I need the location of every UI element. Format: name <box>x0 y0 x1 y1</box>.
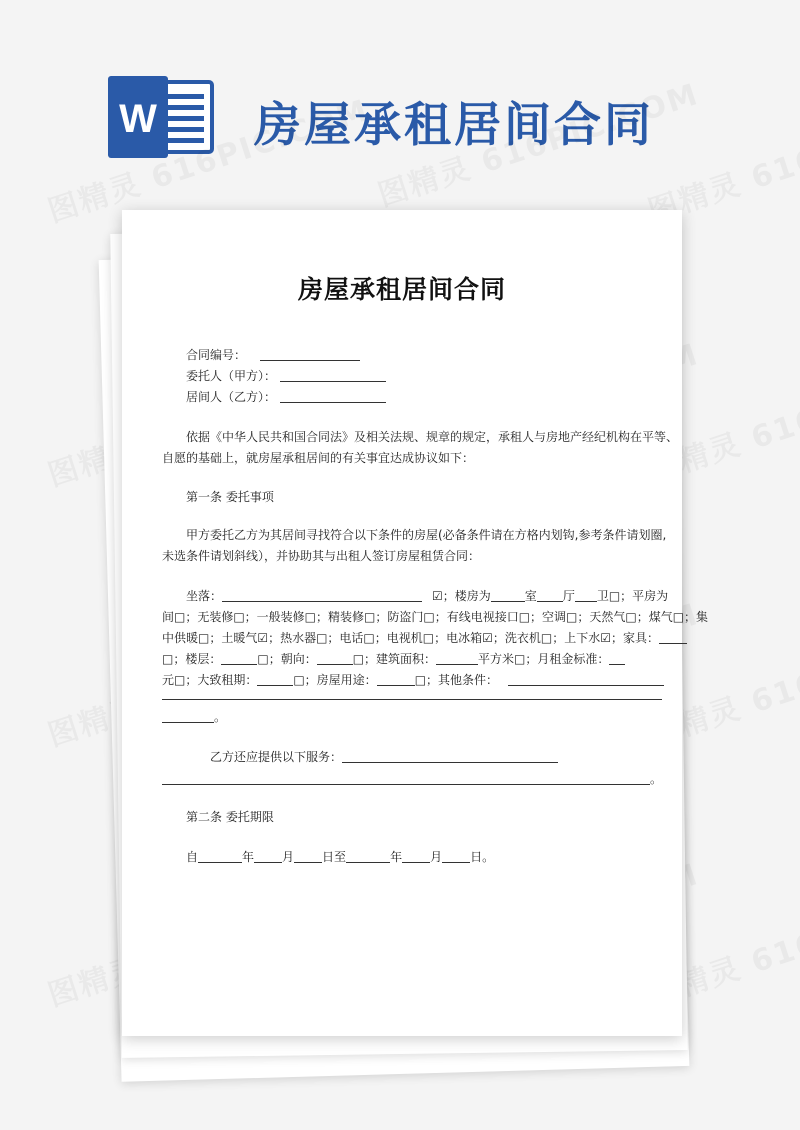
term-label: 元□；大致租期： <box>162 673 258 687</box>
end-month-blank[interactable] <box>402 849 430 863</box>
word-logo-letter: W <box>119 97 157 141</box>
floor-blank[interactable] <box>221 651 257 665</box>
party-a-blank[interactable] <box>280 368 386 382</box>
term-year: 年 <box>390 850 403 864</box>
contract-number-label: 合同编号： <box>186 348 247 362</box>
article-1-heading: 第一条 委托事项 <box>186 490 274 504</box>
floor-type-label: ；楼房为 <box>442 589 491 603</box>
usage-label: □；房屋用途： <box>293 673 377 687</box>
rent-blank[interactable] <box>609 651 625 665</box>
hall-blank[interactable] <box>537 588 563 602</box>
other-conditions-blank[interactable] <box>508 672 664 686</box>
term-from: 自 <box>186 850 199 864</box>
other-conditions-blank-line[interactable] <box>162 699 662 700</box>
location-label: 坐落： <box>186 589 223 603</box>
term-year: 年 <box>242 850 255 864</box>
start-month-blank[interactable] <box>254 849 282 863</box>
party-b-field <box>186 388 386 405</box>
period: 。 <box>650 772 663 786</box>
rent-label: 平方米□；月租金标准： <box>478 652 610 666</box>
period: 。 <box>214 710 227 724</box>
conditions-line <box>186 587 668 604</box>
bath-label: 卫□；平房为 <box>596 589 669 603</box>
word-document-icon <box>108 76 216 158</box>
lease-term-blank[interactable] <box>257 672 293 686</box>
usage-blank[interactable] <box>377 672 415 686</box>
floor-label: ；楼层： <box>173 652 222 666</box>
orientation-blank[interactable] <box>317 651 353 665</box>
conditions-line: 间□；无装修□；一般装修□；精装修□；防盗门□；有线电视接口□；空调□；天然气□；煤气□；集 <box>162 610 709 624</box>
contract-number-field <box>186 346 360 363</box>
header-title: 房屋承租居间合同 <box>254 98 654 153</box>
end-day-blank[interactable] <box>442 849 470 863</box>
term-line <box>186 848 494 865</box>
end-year-blank[interactable] <box>346 849 390 863</box>
conditions-line <box>162 650 625 667</box>
article-2-heading: 第二条 委托期限 <box>186 810 274 824</box>
room-blank[interactable] <box>491 588 525 602</box>
area-blank[interactable] <box>436 651 478 665</box>
conditions-end <box>162 708 226 725</box>
term-month: 月 <box>282 850 295 864</box>
start-year-blank[interactable] <box>198 849 242 863</box>
document-page <box>122 210 709 1036</box>
services-blank[interactable] <box>342 749 558 763</box>
intro-text: 自愿的基础上，就房屋承租居间的有关事宜达成协议如下： <box>162 451 475 465</box>
article-1-text: 甲方委托乙方为其居间寻找符合以下条件的房屋(必备条件请在方格内划钩,参考条件请划圈, <box>186 528 667 542</box>
hall-label: 厅 <box>562 589 575 603</box>
intro-text: 依据《中华人民共和国合同法》及相关法规、规章的规定，承租人与房地产经纪机构在平等、 <box>186 430 679 444</box>
header <box>0 0 800 200</box>
bath-blank[interactable] <box>575 588 597 602</box>
party-a-field <box>186 367 386 384</box>
party-b-blank[interactable] <box>280 389 386 403</box>
term-day-end: 日。 <box>470 850 495 864</box>
services-blank-line[interactable] <box>162 771 650 785</box>
start-day-blank[interactable] <box>294 849 322 863</box>
services-label: 乙方还应提供以下服务： <box>210 750 343 764</box>
other-label: □；其他条件： <box>414 673 499 687</box>
party-b-label: 居间人（乙方）： <box>186 390 277 404</box>
services-line <box>210 748 558 765</box>
furniture-blank[interactable] <box>659 630 687 644</box>
party-a-label: 委托人（甲方）： <box>186 369 277 383</box>
other-conditions-blank-end[interactable] <box>162 709 214 723</box>
orientation-label: □；朝向： <box>257 652 317 666</box>
contract-number-blank[interactable] <box>260 347 360 361</box>
checkbox: □ <box>162 652 174 666</box>
checked-box: ☑ <box>432 589 443 603</box>
heating-options: 中供暖□；土暖气☑；热水器□；电话□；电视机□；电冰箱☑；洗衣机□；上下水☑；家具： <box>162 631 659 645</box>
room-label: 室 <box>524 589 537 603</box>
article-1-text: 未选条件请划斜线），并协助其与出租人签订房屋租赁合同： <box>162 549 481 563</box>
area-label: □；建筑面积： <box>352 652 437 666</box>
conditions-line <box>162 671 664 688</box>
term-day-to: 日至 <box>322 850 347 864</box>
services-end <box>162 770 662 787</box>
document-title: 房屋承租居间合同 <box>297 275 506 304</box>
term-month: 月 <box>430 850 443 864</box>
location-blank[interactable] <box>222 588 422 602</box>
conditions-line <box>162 629 687 646</box>
